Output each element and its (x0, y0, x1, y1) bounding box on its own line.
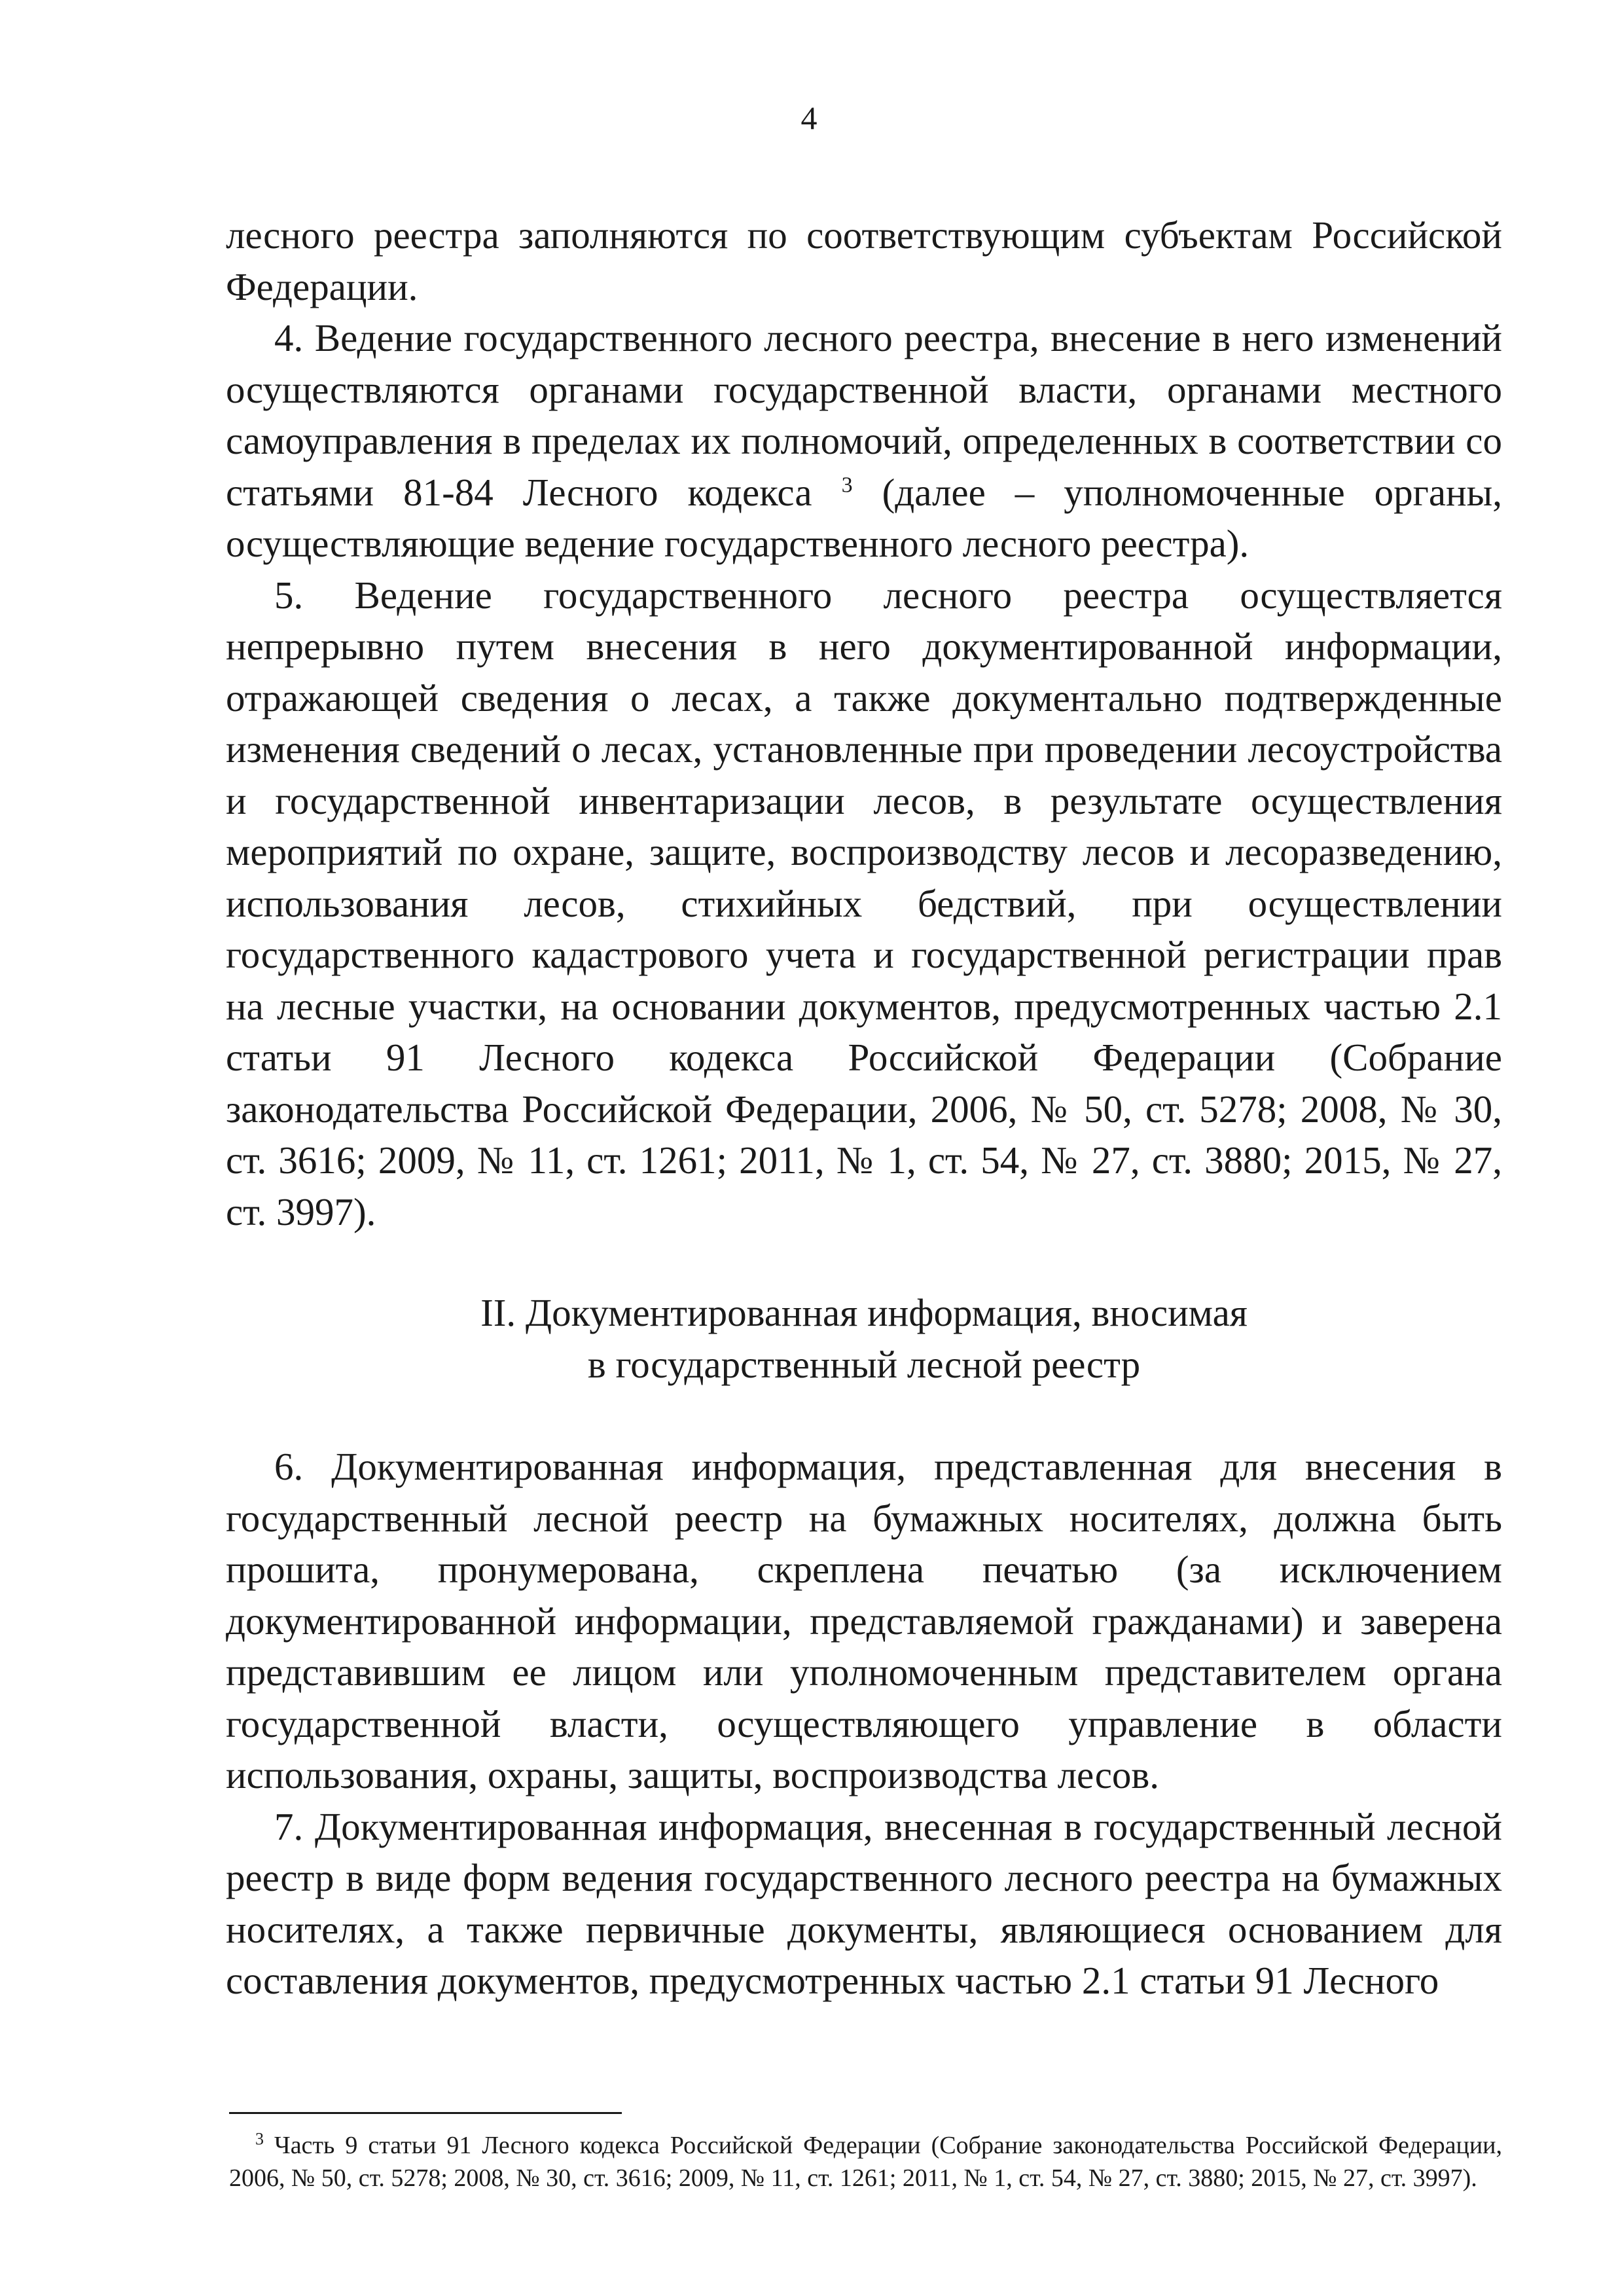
footnote-reference: 3 (841, 472, 853, 497)
footnote-marker: 3 (255, 2129, 264, 2149)
paragraph-4-text-end: (далее – уполномоченные органы, осуществляющие ведение государственного лесного реестра). (226, 470, 1503, 565)
paragraph-5: 5. Ведение государственного лесного реестра осуществляется непрерывно путем внесения в него документированной информации, отражающей сведения о лесах, а также документально подтвержденные изменения сведений о лесах, установленные при проведении лесоустройства и государственной инвентаризации лесов, в результате осуществления мероприятий по охране, защите, воспроизводству лесов и лесоразведению, использования лесов, стихийных бедствий, при осуществлении государственного кадастрового учета и государственной регистрации прав на лесные участки, на основании документов, предусмотренных частью 2.1 статьи 91 Лесного кодекса Российской Федерации (Собрание законодательства Российской Федерации, 2006, № 50, ст. 5278; 2008, № 30, ст. 3616; 2009, № 11, ст. 1261; 2011, № 1, ст. 54, № 27, ст. 3880; 2015, № 27, ст. 3997). (226, 573, 1502, 1233)
document-body (226, 210, 1502, 2007)
section-heading (226, 1287, 1502, 1390)
paragraph-4-text: 4. Ведение государственного лесного реестра, внесение в него изменений осуществляются органами государственной власти, органами местного самоуправления в пределах их полномочий, определенных в соответствии со статьями 81-84 Лесного кодекса (226, 316, 1502, 514)
footnote-text: Часть 9 статьи 91 Лесного кодекса Российской Федерации (Собрание законодательства Российской Федерации, 2006, № 50, ст. 5278; 2008, № 30, ст. 3616; 2009, № 11, ст. 1261; 2011, № 1, ст. 54, № 27, ст. 3880; 2015, № 27, ст. 3997). (229, 2132, 1502, 2192)
paragraph-4 (226, 312, 1502, 570)
paragraph-7: 7. Документированная информация, внесенная в государственный лесной реестр в виде форм ведения государственного лесного реестра на бумажных носителях, а также первичные документы, являющиеся основанием для составления документов, предусмотренных частью 2.1 статьи 91 Лесного (226, 1804, 1502, 2002)
paragraph-continuation: лесного реестра заполняются по соответствующим субъектам Российской Федерации. (226, 213, 1502, 308)
page-number: 4 (800, 100, 818, 136)
footnote (229, 2129, 1502, 2195)
paragraph-6: 6. Документированная информация, представленная для внесения в государственный лесной реестр на бумажных носителях, должна быть прошита, пронумерована, скреплена печатью (за исключением документированной информации, представляемой гражданами) и заверена представившим ее лицом или уполномоченным представителем органа государственной власти, осуществляющего управление в области использования, охраны, защиты, воспроизводства лесов. (226, 1445, 1502, 1796)
section-heading-line-1: II. Документированная информация, вносимая (480, 1291, 1248, 1334)
footnote-separator (229, 2112, 622, 2114)
section-heading-line-2: в государственный лесной реестр (587, 1342, 1141, 1386)
